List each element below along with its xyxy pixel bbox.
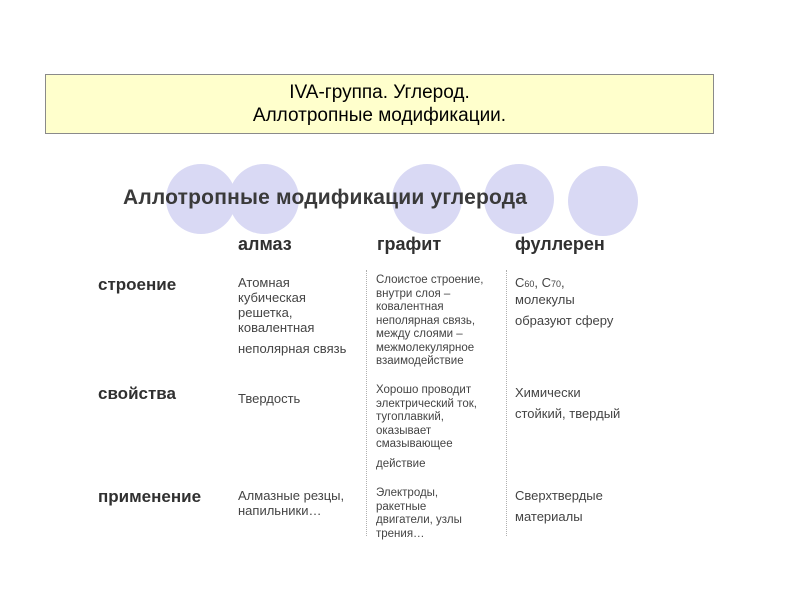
cell-diamond-structure: Атомная кубическая решетка, ковалентная неполярная связь [238,275,347,356]
column-header-fullerene: фуллерен [515,234,605,254]
decor-circle-5 [568,166,638,236]
slide-header [45,74,714,134]
row-header-properties: свойства [98,384,176,403]
row-header-application: применение [98,487,202,506]
cell-graphite-application: Электроды, ракетные двигатели, узлы трения… [376,487,462,540]
column-divider [366,270,367,536]
cell-diamond-properties: Твердость [238,391,301,406]
cell-fullerene-structure: C60, C70, молекулы образуют сферу [515,275,614,328]
column-header-diamond: алмаз [238,234,292,254]
row-header-structure: строение [98,275,177,294]
cell-graphite-properties: Хорошо проводит электрический ток, тугоплавкий, оказывает смазывающее действие [376,384,477,470]
cell-diamond-application: Алмазные резцы, напильники… [238,488,345,518]
column-header-graphite: графит [377,234,442,254]
header-line-2: Аллотропные модификации. [252,105,507,126]
table-title: Аллотропные модификации углерода [123,186,528,209]
cell-graphite-structure: Слоистое строение, внутри слоя – ковалентная неполярная связь, между слоями – межмолекулярное взаимодействие [376,274,484,367]
header-line-1: IVA-группа. Углерод. [289,82,470,103]
cell-fullerene-properties: Химически стойкий, твердый [515,385,621,421]
cell-fullerene-application: Сверхтвердые материалы [515,488,603,524]
column-divider [506,270,507,536]
